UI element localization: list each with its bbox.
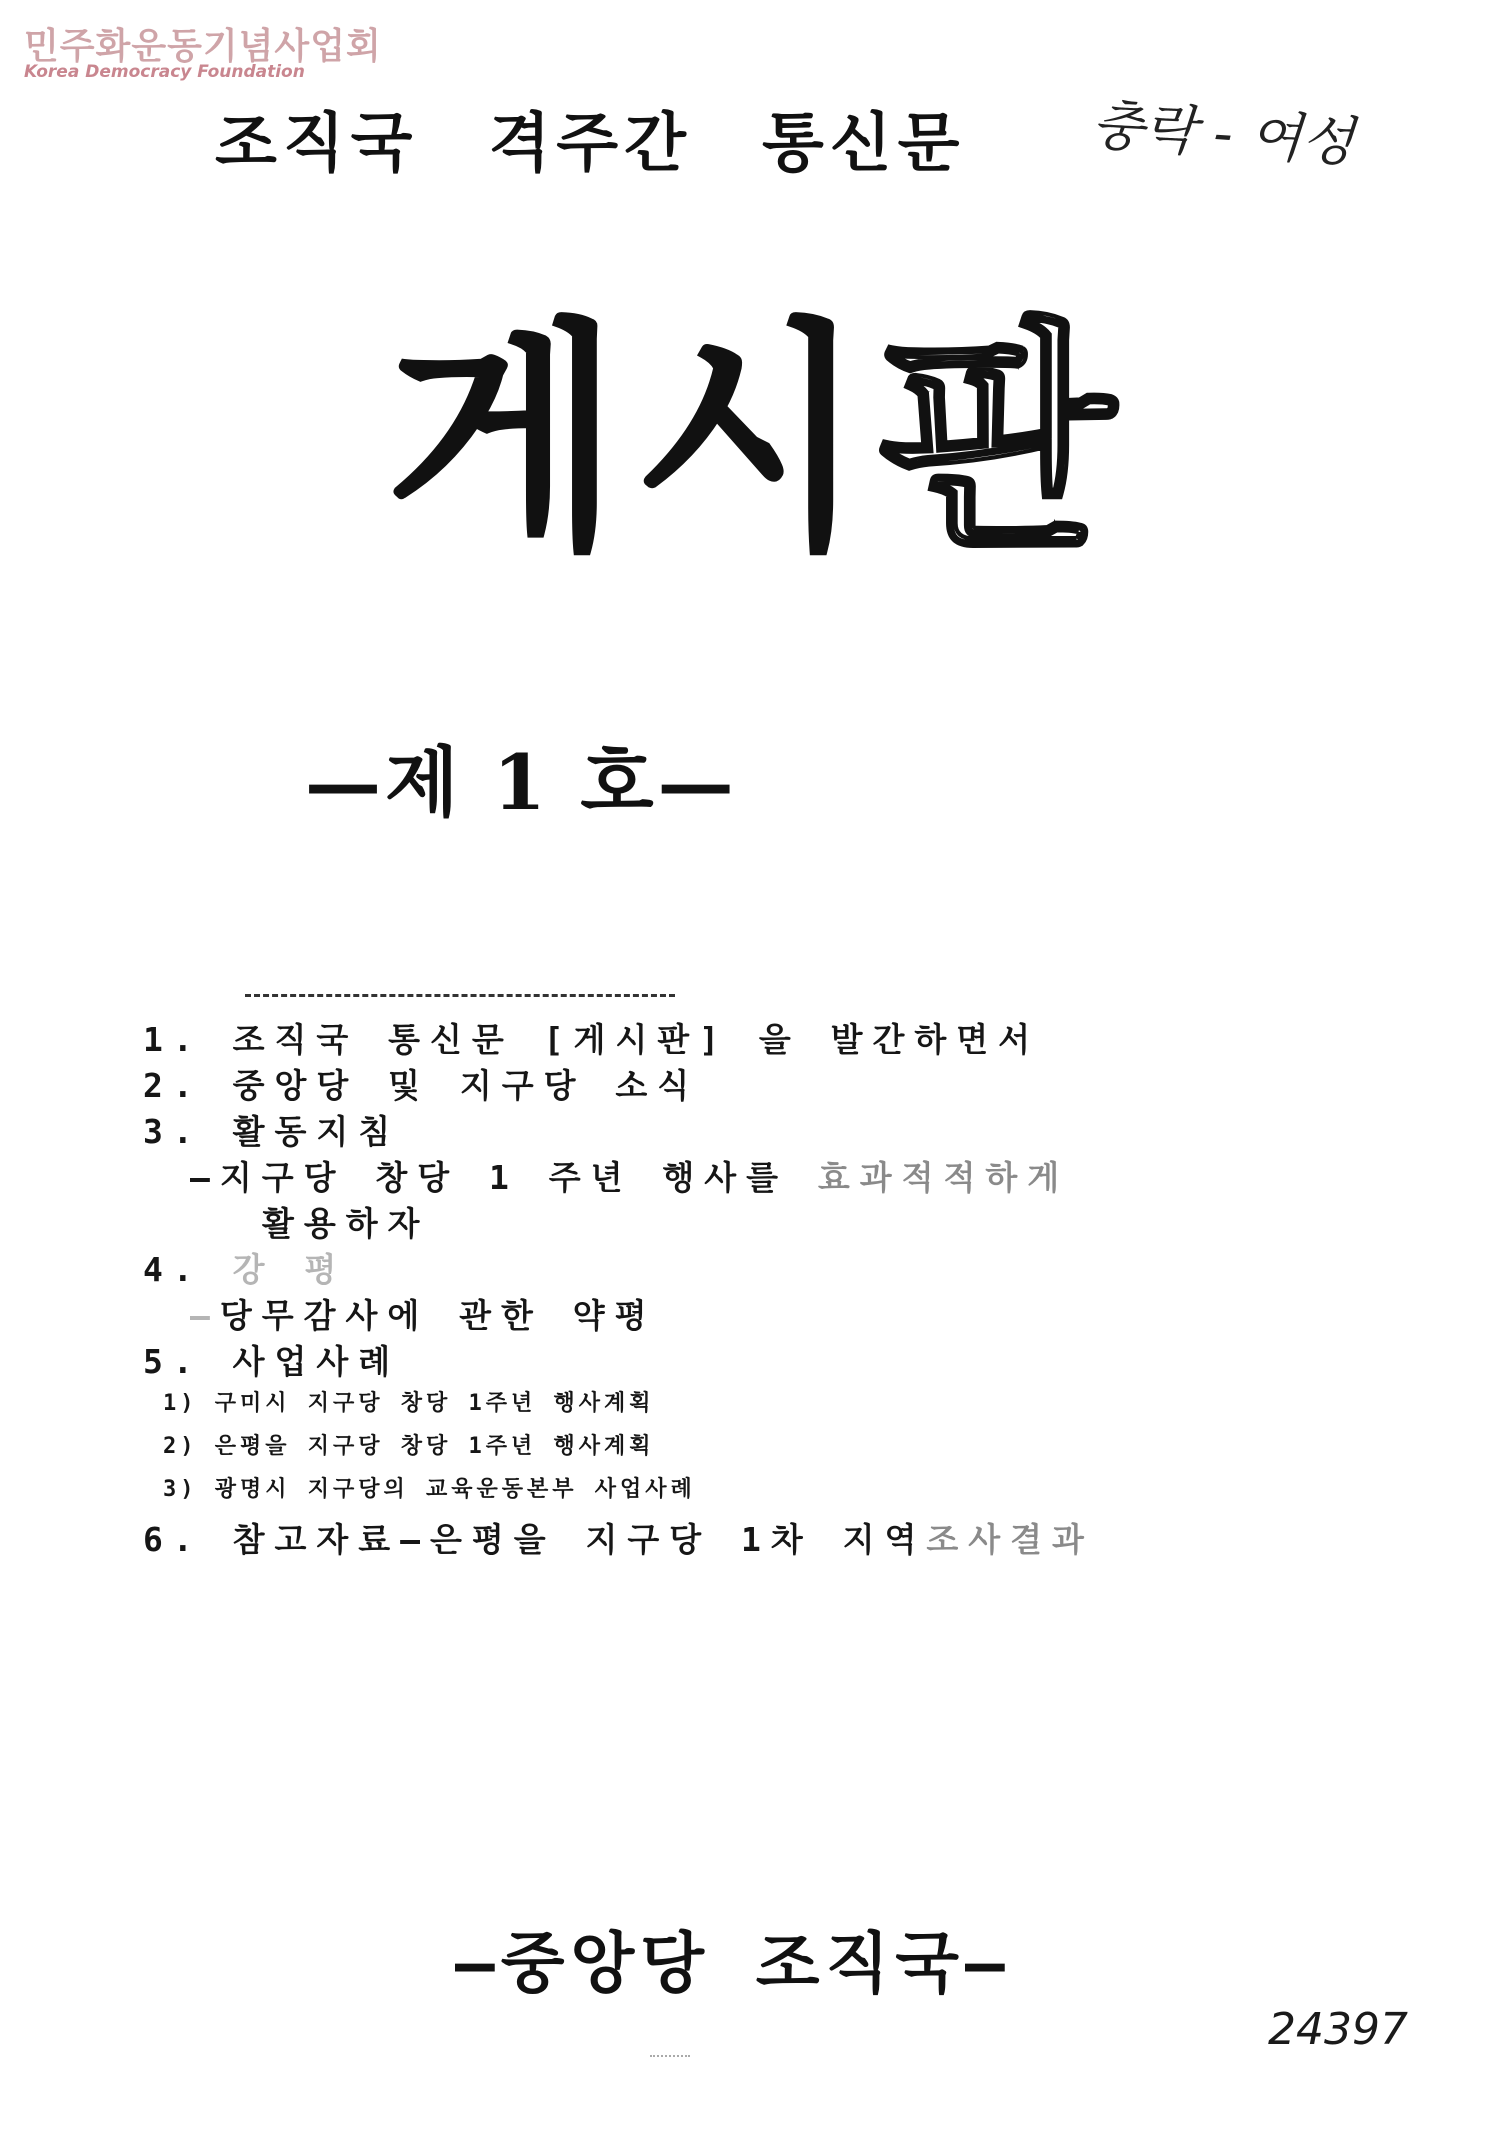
- header-title: [215, 92, 965, 184]
- scan-speck: [650, 2055, 690, 2061]
- masthead-char-2: 시: [631, 298, 879, 583]
- toc-item-6-main: 6. 참고자료—은평을 지구당 1차 지역: [143, 1520, 927, 1559]
- watermark-english: Korea Democracy Foundation: [24, 62, 305, 82]
- toc-item-4-number: 4.: [143, 1250, 203, 1289]
- issue-number: —제 1 호—: [305, 738, 738, 827]
- masthead-char-3: 판: [878, 298, 1126, 583]
- toc-item-2: 2. 중앙당 및 지구당 소식: [143, 1066, 700, 1105]
- masthead-title: [385, 298, 1126, 583]
- watermark-korean: 민주화운동기념사업회: [24, 26, 382, 67]
- toc-item-3-subline-faded: 효과적적하게: [817, 1158, 1070, 1197]
- toc-item-5: 5. 사업사례: [143, 1342, 401, 1381]
- toc-item-3-subline-main: —지구당 창당 1 주년 행사를: [190, 1158, 788, 1197]
- toc-item-4-sub-text: 당무감사에 관한 약평: [219, 1296, 657, 1335]
- handwritten-note: 충락 - 여성: [1089, 92, 1357, 175]
- toc-item-6-faded: 조사결과: [926, 1520, 1094, 1559]
- archive-number: 24397: [1268, 2004, 1408, 2055]
- toc-item-3-subline-2: 활용하자: [262, 1204, 430, 1243]
- toc-item-6: [143, 1514, 1094, 1561]
- header-title-part2: 격주간: [488, 107, 692, 181]
- footer-organization: —중앙당 조직국—: [455, 1925, 1011, 2002]
- header-title-part1: 조직국: [215, 107, 419, 181]
- toc-item-3-subline-1: [190, 1152, 1069, 1199]
- toc-item-4-sub-dash: —: [190, 1296, 220, 1335]
- toc-item-4: [143, 1244, 346, 1291]
- toc-item-5-2: 2) 은평을 지구당 창당 1주년 행사계획: [163, 1434, 655, 1459]
- toc-item-3: 3. 활동지침: [143, 1112, 401, 1151]
- header-title-part3: 통신문: [761, 107, 966, 181]
- masthead-char-1: 게: [385, 298, 632, 583]
- toc-item-5-3: 3) 광명시 지구당의 교육운동본부 사업사례: [163, 1477, 696, 1502]
- toc-item-4-subline: [190, 1290, 657, 1337]
- toc-item-1: 1. 조직국 통신문 [게시판] 을 발간하면서: [143, 1020, 1040, 1059]
- toc-item-4-title-faded: 강 평: [232, 1250, 347, 1289]
- toc-divider: [245, 994, 675, 1000]
- toc-item-5-1: 1) 구미시 지구당 창당 1주년 행사계획: [163, 1391, 655, 1416]
